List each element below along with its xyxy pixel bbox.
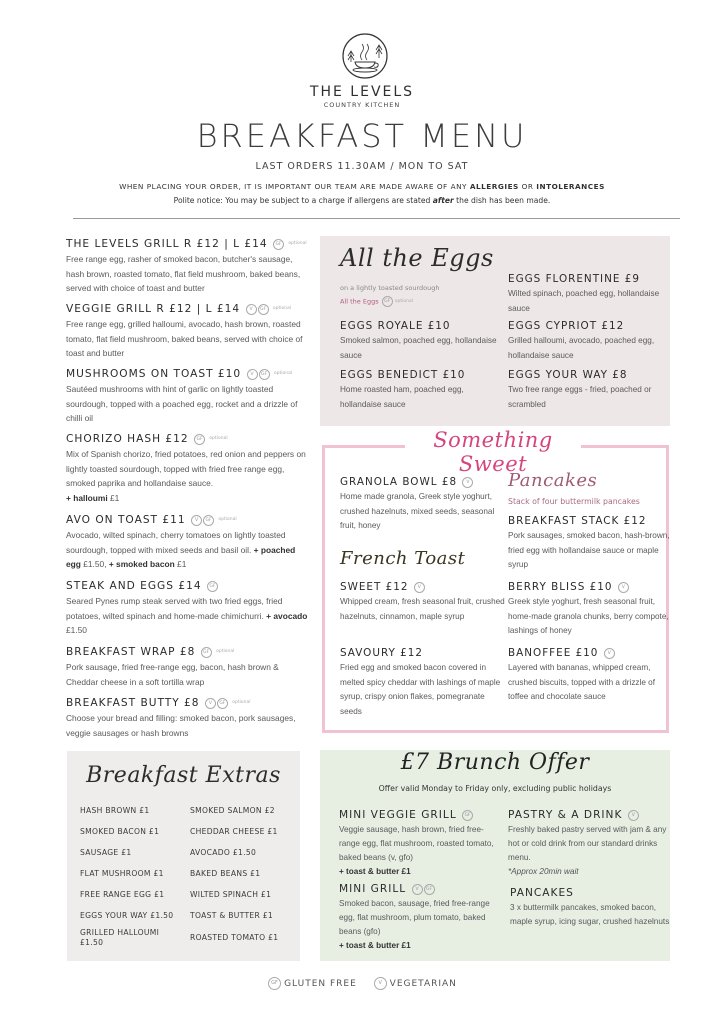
header-divider — [73, 218, 680, 219]
item-title: VEGGIE GRILL R £12 | L £14 — [66, 303, 241, 315]
page-title: BREAKFAST MENU — [196, 117, 528, 155]
menu-item — [508, 272, 673, 316]
pancakes-heading: Pancakes — [508, 470, 598, 491]
item-title: EGGS YOUR WAY £8 — [508, 369, 628, 381]
menu-item — [340, 646, 505, 719]
brand-subtitle: COUNTRY KITCHEN — [323, 101, 401, 109]
item-description: Wilted spinach, poached egg, hollandaise sauce — [508, 289, 660, 313]
allergy-text: WHEN PLACING YOUR ORDER, IT IS IMPORTANT OUR TEAM ARE MADE AWARE OF ANY — [119, 182, 470, 191]
separator: , — [104, 559, 109, 569]
extra-item: SMOKED BACON £1 — [80, 827, 160, 836]
optional-label: optional — [218, 517, 237, 522]
item-description: Grilled halloumi, avocado, poached egg, hollandaise sauce — [508, 336, 655, 360]
legend-label: GLUTEN FREE — [284, 979, 357, 989]
addon-label: + halloumi — [66, 492, 108, 503]
menu-item — [66, 579, 311, 638]
wait-time-note: *Approx 20min wait — [508, 867, 579, 876]
intolerance-keyword: INTOLERANCES — [536, 182, 605, 191]
vegetarian-icon: V — [374, 977, 387, 990]
menu-item — [508, 580, 673, 639]
vegetarian-icon: V — [618, 582, 629, 593]
last-orders-note: LAST ORDERS 11.30AM / MON TO SAT — [255, 161, 469, 172]
extra-item: GRILLED HALLOUMI £1.50 — [80, 928, 160, 947]
vegetarian-icon: V — [191, 515, 202, 526]
polite-text: Polite notice: You may be subject to a charge if allergens are stated — [173, 196, 433, 205]
description-text: Mix of Spanish chorizo, fried potatoes, red onion and peppers on lightly toasted sourdough, topped with fried free range egg, smoked paprika and hollandaise sauce. — [66, 449, 306, 488]
item-description: Whipped cream, fresh seasonal fruit, crushed hazelnuts, cinnamon, maple syrup — [340, 597, 505, 621]
gf-note-text: All the Eggs — [340, 297, 379, 306]
optional-label: optional — [288, 241, 307, 246]
brand-name: THE LEVELS — [309, 84, 415, 100]
addon-price: £1.50 — [66, 625, 87, 635]
menu-item — [340, 319, 505, 363]
legend-label: VEGETARIAN — [389, 979, 457, 989]
item-title: GRANOLA BOWL £8 — [340, 476, 458, 488]
extra-item: SAUSAGE £1 — [80, 848, 132, 857]
item-title: EGGS FLORENTINE £9 — [508, 273, 640, 285]
item-title: MINI VEGGIE GRILL — [339, 809, 457, 821]
optional-label: optional — [394, 299, 414, 304]
item-title: EGGS CYPRIOT £12 — [508, 320, 625, 332]
addon-label: + toast & butter £1 — [339, 867, 411, 876]
extra-item: FLAT MUSHROOM £1 — [80, 869, 164, 878]
brunch-heading: £7 Brunch Offer — [400, 750, 590, 775]
gluten-free-icon: GF — [462, 810, 473, 821]
extras-heading: Breakfast Extras — [86, 763, 281, 788]
addon-label: + toast & butter £1 — [339, 941, 411, 950]
item-description: Smoked bacon, sausage, fried free-range egg, flat mushroom, plum tomato, baked beans (gfo) — [339, 899, 490, 936]
vegetarian-icon: V — [604, 648, 615, 659]
menu-item — [508, 646, 673, 705]
menu-item — [66, 645, 311, 689]
optional-label: optional — [216, 649, 235, 654]
item-title: EGGS ROYALE £10 — [340, 320, 451, 332]
addon-label: + avocado — [266, 610, 308, 621]
vegetarian-icon: V — [628, 810, 639, 821]
item-title: EGGS BENEDICT £10 — [340, 369, 466, 381]
item-title: BANOFFEE £10 — [508, 647, 599, 659]
polite-notice — [0, 196, 724, 205]
gluten-free-icon: GF — [268, 977, 281, 990]
menu-item — [66, 302, 311, 361]
item-description: Pork sausages, smoked bacon, hash-brown, fried egg with hollandaise sauce or maple syrup — [508, 531, 670, 569]
item-description: Sautéed mushrooms with hint of garlic on lightly toasted sourdough, topped with a poached egg, rocket and a drizzle of chilli oil — [66, 384, 298, 423]
vegetarian-icon: V — [246, 304, 257, 315]
optional-label: optional — [272, 306, 292, 311]
item-description: Pork sausage, fried free-range egg, bacon, hash brown & Cheddar cheese in a soft tortilla wrap — [66, 662, 279, 687]
gluten-free-icon: GF — [273, 239, 284, 250]
menu-item — [66, 696, 311, 740]
menu-item — [340, 580, 505, 624]
addon-price: £1 — [107, 492, 120, 503]
extra-item: WILTED SPINACH £1 — [190, 890, 272, 899]
extra-item: AVOCADO £1.50 — [190, 848, 257, 857]
item-description — [66, 528, 311, 572]
extra-item: BAKED BEANS £1 — [190, 869, 261, 878]
legend-vegetarian — [373, 977, 457, 990]
coffee-cup-trees-icon — [341, 32, 389, 80]
optional-label: optional — [209, 436, 228, 441]
french-toast-heading: French Toast — [340, 548, 466, 569]
eggs-subheading: on a lightly toasted sourdough — [340, 284, 440, 292]
menu-item — [508, 808, 673, 879]
extra-item: CHEDDAR CHEESE £1 — [190, 827, 278, 836]
extra-item: HASH BROWN £1 — [80, 806, 150, 815]
allergy-keyword: ALLERGIES — [469, 182, 519, 191]
description-text: Avocado, wilted spinach, cherry tomatoes on lightly toasted sourdough, topped with mixed seeds and basil oil. — [66, 530, 286, 555]
extra-item: TOAST & BUTTER £1 — [190, 911, 274, 920]
menu-item — [66, 513, 311, 572]
menu-item — [66, 237, 311, 296]
item-title: THE LEVELS GRILL R £12 | L £14 — [66, 238, 268, 250]
dietary-legend — [0, 977, 724, 990]
menu-item — [340, 368, 505, 412]
gluten-free-icon: GF — [203, 515, 214, 526]
item-title: MUSHROOMS ON TOAST £10 — [66, 368, 242, 380]
gluten-free-icon: GF — [424, 884, 435, 895]
item-description: Greek style yoghurt, fresh seasonal fruit, home-made granola chunks, berry compote, lashings of honey — [508, 597, 669, 635]
menu-item — [510, 886, 675, 929]
gluten-free-icon: GF — [207, 581, 218, 592]
item-description: Layered with bananas, whipped cream, crushed biscuits, topped with a drizzle of toffee and chocolate sauce — [508, 663, 655, 701]
brunch-subheading: Offer valid Monday to Friday only, excluding public holidays — [378, 784, 612, 793]
menu-item — [508, 319, 673, 363]
item-title: SAVOURY £12 — [340, 647, 423, 659]
allergy-text: OR — [518, 182, 537, 191]
vegetarian-icon: V — [247, 369, 258, 380]
eggs-gf-note — [340, 296, 413, 307]
item-description: Free range egg, rasher of smoked bacon, butcher's sausage, hash brown, roasted tomato, flat field mushroom, baked beans, served with choice of toast and butter — [66, 254, 301, 293]
menu-item — [339, 808, 504, 879]
extras-section — [67, 751, 300, 961]
item-description: Fried egg and smoked bacon covered in melted spicy cheddar with lashings of maple syrup, crispy onion flakes, pomegranate seeds — [340, 663, 501, 716]
item-description: Home roasted ham, poached egg, hollandaise sauce — [340, 385, 464, 409]
item-title: BREAKFAST BUTTY £8 — [66, 697, 200, 709]
allergy-notice — [0, 182, 724, 191]
optional-label: optional — [232, 700, 251, 705]
item-description: Veggie sausage, hash brown, fried free-range egg, flat mushroom, roasted tomato, baked beans (v, gfo) — [339, 825, 494, 862]
vegetarian-icon: V — [462, 477, 473, 488]
gluten-free-icon: GF — [382, 296, 393, 307]
item-title: AVO ON TOAST £11 — [66, 514, 186, 526]
optional-label: optional — [273, 371, 293, 376]
item-title: PANCAKES — [510, 887, 574, 899]
item-description: Home made granola, Greek style yoghurt, crushed hazelnuts, mixed seeds, seasonal fruit, honey — [340, 492, 495, 530]
gluten-free-icon: GF — [201, 647, 212, 658]
item-description — [66, 594, 311, 638]
extra-item: SMOKED SALMON £2 — [190, 806, 275, 815]
addon-label: + poached egg — [66, 544, 296, 569]
menu-item — [340, 475, 505, 534]
menu-item — [508, 368, 673, 412]
extra-item: EGGS YOUR WAY £1.50 — [80, 911, 174, 920]
item-description: Choose your bread and filling: smoked bacon, pork sausages, veggie sausages or hash browns — [66, 713, 296, 738]
extra-item: FREE RANGE EGG £1 — [80, 890, 165, 899]
vegetarian-icon: V — [412, 884, 423, 895]
menu-item — [66, 432, 311, 505]
legend-gluten-free — [267, 977, 357, 990]
gluten-free-icon: GF — [217, 698, 228, 709]
gluten-free-icon: GF — [258, 304, 269, 315]
extra-item: ROASTED TOMATO £1 — [190, 933, 279, 942]
item-title: BERRY BLISS £10 — [508, 581, 613, 593]
item-description: Freshly baked pastry served with jam & any hot or cold drink from our standard drinks menu. — [508, 825, 667, 862]
item-title: STEAK AND EGGS £14 — [66, 580, 202, 592]
menu-item — [66, 367, 311, 426]
item-description: Smoked salmon, poached egg, hollandaise sauce — [340, 336, 497, 360]
description-text: Seared Pynes rump steak served with two fried eggs, fried potatoes, wilted spinach and home-made chimichurri. — [66, 596, 283, 621]
polite-text: the dish has been made. — [453, 196, 551, 205]
item-description: Two free range eggs - fried, poached or scrambled — [508, 385, 652, 409]
item-title: CHORIZO HASH £12 — [66, 433, 189, 445]
addon-price: £1 — [174, 559, 187, 569]
eggs-section — [320, 236, 670, 426]
gluten-free-icon: GF — [194, 434, 205, 445]
vegetarian-icon: V — [205, 698, 216, 709]
item-title: MINI GRILL — [339, 883, 407, 895]
menu-item — [508, 514, 673, 573]
item-title: BREAKFAST WRAP £8 — [66, 646, 196, 658]
item-title: BREAKFAST STACK £12 — [508, 515, 647, 527]
eggs-heading: All the Eggs — [340, 244, 494, 272]
item-description: Free range egg, grilled halloumi, avocado, hash brown, roasted tomato, flat field mushroom, baked beans, served with choice of toast and butter — [66, 319, 303, 358]
item-title: SWEET £12 — [340, 581, 409, 593]
polite-emphasis: after — [432, 196, 454, 205]
item-description: 3 x buttermilk pancakes, smoked bacon, maple syrup, icing sugar, crushed hazelnuts — [510, 903, 670, 926]
addon-price: £1.50 — [80, 559, 105, 569]
brunch-section — [320, 750, 670, 961]
pancakes-subheading: Stack of four buttermilk pancakes — [508, 497, 640, 506]
item-title: PASTRY & A DRINK — [508, 809, 623, 821]
sweet-heading: Something Sweet — [433, 428, 553, 476]
gluten-free-icon: GF — [259, 369, 270, 380]
menu-item — [339, 882, 504, 953]
item-description — [66, 447, 311, 505]
vegetarian-icon: V — [414, 582, 425, 593]
addon-label: + smoked bacon — [108, 559, 175, 569]
